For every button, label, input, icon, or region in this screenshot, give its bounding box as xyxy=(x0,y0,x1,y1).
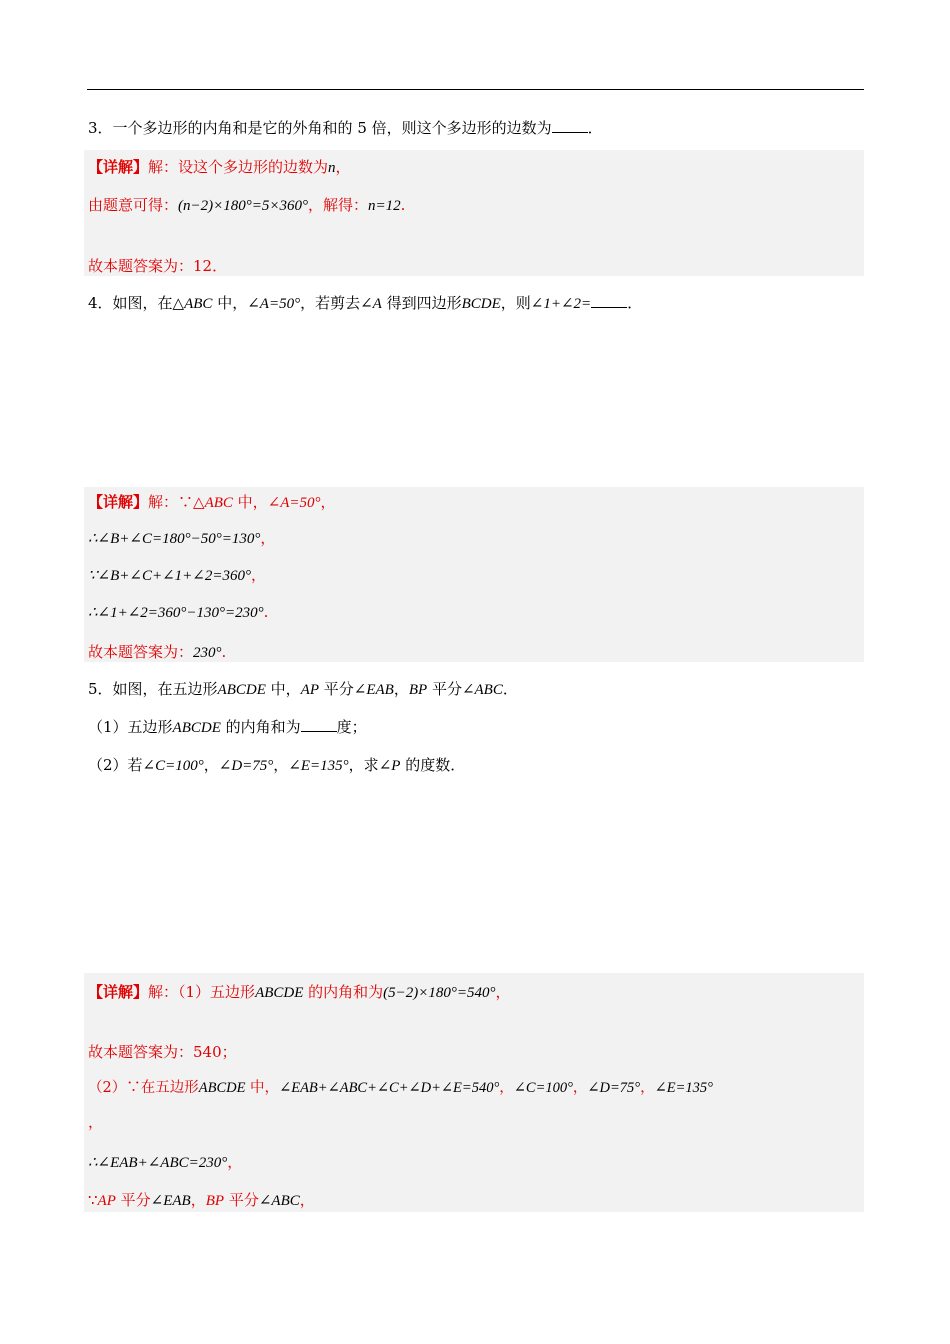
answer-text: 故本题答案为： xyxy=(88,643,194,661)
text: 中， xyxy=(232,493,268,511)
q3-solution-line-2 xyxy=(88,195,405,216)
punct: ， xyxy=(640,1080,655,1096)
text: 中， xyxy=(245,1080,280,1096)
text: 5．如图，在五边形 xyxy=(88,680,218,698)
punct: ， xyxy=(495,983,511,1001)
math: ABC xyxy=(184,296,213,312)
detail-tag: 【详解】 xyxy=(88,158,149,176)
text: ，解得： xyxy=(308,196,369,214)
math: ∠D=75° xyxy=(587,1080,641,1096)
text: （2）若 xyxy=(88,756,143,774)
punct: ， xyxy=(299,1191,315,1209)
text: ，若剪去 xyxy=(300,294,361,312)
text: （1）五边形 xyxy=(88,718,173,736)
text: （2）∵在五边形 xyxy=(88,1080,199,1096)
header-rule xyxy=(87,89,864,90)
math: n xyxy=(328,160,336,176)
math: BCDE xyxy=(461,296,501,312)
punct: ， xyxy=(572,1080,588,1096)
math: ∠E=135° xyxy=(288,758,349,774)
q5-answer xyxy=(88,1042,237,1062)
math: (n−2)×180°=5×360° xyxy=(178,198,308,214)
answer-blank xyxy=(301,717,337,732)
math: BP xyxy=(408,682,428,698)
q4-solution-line-2 xyxy=(88,528,275,549)
punct: ， xyxy=(88,1113,104,1131)
math: AP xyxy=(300,682,319,698)
figure-placeholder-q4 xyxy=(88,322,864,482)
text: 平分 xyxy=(224,1191,259,1209)
math: ∠C=100° xyxy=(142,758,204,774)
punct: ， xyxy=(227,1153,243,1171)
text: 4．如图，在△ xyxy=(88,294,185,312)
q3-solution-line-1 xyxy=(88,157,351,178)
math: ABC xyxy=(204,495,233,511)
text: 的度数． xyxy=(400,756,466,774)
math: ∠A=50° xyxy=(247,296,301,312)
math: ∠C=100° xyxy=(513,1080,573,1096)
punct: . xyxy=(263,603,269,621)
punct: . xyxy=(400,196,406,214)
question-5-part-1 xyxy=(88,717,367,738)
math: BP xyxy=(205,1193,225,1209)
q5-solution-line-2-cont xyxy=(88,1112,103,1132)
math: 230° xyxy=(193,645,222,661)
text: 解：设这个多边形的边数为 xyxy=(148,158,329,176)
text: 平分 xyxy=(115,1191,151,1209)
text: 度； xyxy=(336,718,367,736)
math: ∴∠EAB+∠ABC=230° xyxy=(88,1155,228,1171)
punct: ， xyxy=(335,158,351,176)
math: n=12 xyxy=(368,198,401,214)
math: ∠1+∠2= xyxy=(530,296,592,312)
answer-text: 故本题答案为：540； xyxy=(88,1043,237,1061)
q5-solution-line-2 xyxy=(88,1078,713,1098)
math: ∠E=135° xyxy=(654,1080,713,1096)
math: ∴∠1+∠2=360°−130°=230° xyxy=(88,605,264,621)
answer-text: 故本题答案为：12． xyxy=(88,257,228,275)
text: 的内角和为 xyxy=(220,718,301,736)
math: ∠D=75° xyxy=(218,758,274,774)
text: 由题意可得： xyxy=(88,196,179,214)
math: ∠P xyxy=(378,758,401,774)
math: ∠EAB+∠ABC+∠C+∠D+∠E=540° xyxy=(279,1080,500,1096)
text: ，则 xyxy=(500,294,531,312)
punct: ． xyxy=(502,680,518,698)
text: 平分 xyxy=(427,680,462,698)
math: ABCDE xyxy=(198,1080,246,1096)
detail-tag: 【详解】 xyxy=(88,493,149,511)
punct: ． xyxy=(627,294,643,312)
math: ABCDE xyxy=(255,985,304,1001)
text: ， xyxy=(393,680,409,698)
math: (5−2)×180°=540° xyxy=(383,985,496,1001)
question-5 xyxy=(88,679,518,700)
q4-solution-line-4 xyxy=(88,602,268,623)
q4-solution-line-1 xyxy=(88,492,336,513)
text: 中， xyxy=(265,680,301,698)
math: ∠ABC xyxy=(258,1193,300,1209)
math: ∵∠B+∠C+∠1+∠2=360° xyxy=(88,568,251,584)
text: 解：∵△ xyxy=(148,493,205,511)
text: ， xyxy=(273,756,289,774)
punct: ， xyxy=(499,1080,514,1096)
question-3-text: 3．一个多边形的内角和是它的外角和的 5 倍，则这个多边形的边数为 xyxy=(88,119,552,137)
math: ∠A=50° xyxy=(267,495,321,511)
text: ∵ xyxy=(88,1191,98,1209)
text: 的内角和为 xyxy=(303,983,384,1001)
text: 得到四边形 xyxy=(381,294,462,312)
text: ，求 xyxy=(348,756,379,774)
question-5-part-2 xyxy=(88,755,465,776)
math: ∠EAB xyxy=(353,682,394,698)
answer-blank xyxy=(552,118,588,133)
q5-solution-line-4 xyxy=(88,1190,315,1211)
q4-solution-line-3 xyxy=(88,565,266,586)
question-3 xyxy=(88,118,603,138)
text: ， xyxy=(203,756,219,774)
punct: ． xyxy=(587,119,603,137)
q3-answer xyxy=(88,256,227,276)
punct: ， xyxy=(260,529,276,547)
math: ABCDE xyxy=(172,720,221,736)
punct: ， xyxy=(250,566,266,584)
math: ∠EAB xyxy=(150,1193,191,1209)
question-4 xyxy=(88,293,642,314)
math: ABCDE xyxy=(217,682,266,698)
answer-blank xyxy=(591,293,627,308)
q5-solution-line-3 xyxy=(88,1152,242,1173)
math: ∠A xyxy=(360,296,382,312)
text: 平分 xyxy=(318,680,354,698)
detail-tag: 【详解】 xyxy=(88,983,149,1001)
math: AP xyxy=(97,1193,116,1209)
q4-answer xyxy=(88,642,226,663)
figure-placeholder-q5 xyxy=(88,785,864,965)
math: ∠ABC xyxy=(461,682,503,698)
q5-solution-line-1 xyxy=(88,982,511,1003)
punct: . xyxy=(221,643,227,661)
text: 中， xyxy=(212,294,248,312)
text: 解：（1）五边形 xyxy=(148,983,256,1001)
math: ∴∠B+∠C=180°−50°=130° xyxy=(88,531,261,547)
punct: ， xyxy=(320,493,336,511)
punct: ， xyxy=(190,1191,206,1209)
